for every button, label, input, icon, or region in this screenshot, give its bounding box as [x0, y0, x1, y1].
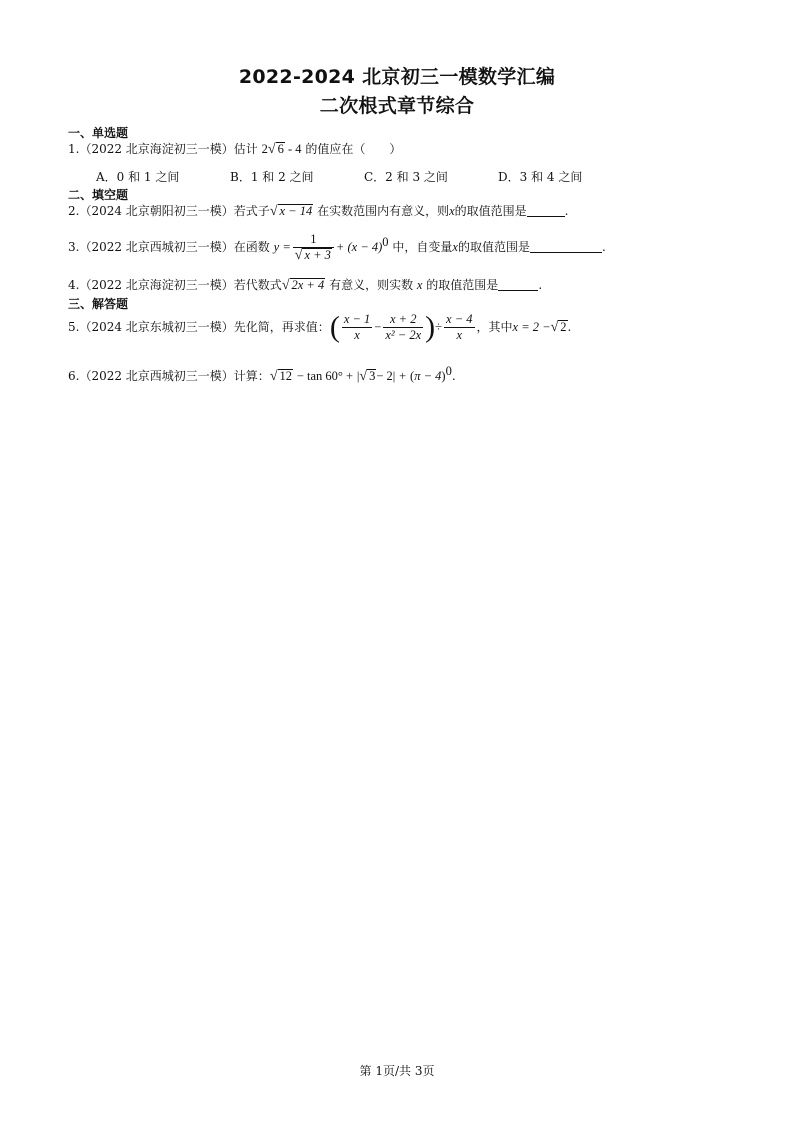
question-2-end: .: [564, 204, 569, 218]
question-1-suffix: 的值应在（ ）: [305, 142, 402, 156]
question-5-prefix: 5.（2024 北京东城初三一模）先化简，再求值：: [68, 320, 330, 334]
question-6-end: .: [451, 369, 456, 383]
question-3: [68, 232, 606, 263]
section-heading-fill-in: 二、填空题: [68, 188, 129, 202]
document-title: 2022-2024 北京初三一模数学汇编: [238, 66, 556, 88]
question-4-prefix: 4.（2022 北京海淀初三一模）若代数式: [68, 278, 282, 292]
question-2-var: x: [449, 204, 455, 218]
question-5-f1-num: x − 1: [343, 312, 371, 326]
question-3-numerator: 1: [293, 232, 334, 248]
question-6-prefix: 6.（2022 北京西城初三一模）计算：: [68, 369, 270, 383]
question-4-end: .: [538, 278, 543, 292]
question-5-end: .: [567, 320, 572, 334]
question-5-fraction-2: [383, 312, 423, 343]
question-2-radicand: x − 14: [279, 204, 313, 218]
question-3-prefix: 3.（2022 北京西城初三一模）在函数: [68, 240, 270, 254]
question-5-minus: −: [374, 320, 382, 334]
question-4-radicand: 2x + 4: [291, 278, 325, 292]
answer-blank: [530, 240, 602, 253]
question-5: [68, 312, 571, 343]
question-6-term-1: − tan 60° +: [296, 369, 354, 383]
answer-blank: [498, 278, 538, 291]
answer-blank: [527, 204, 565, 217]
question-6: [68, 362, 456, 386]
sqrt-sign-icon: √: [359, 369, 368, 384]
question-5-f3-den: x: [456, 328, 463, 342]
page-footer: 第 1页/共 3页: [359, 1064, 435, 1078]
question-5-divide: ÷: [435, 320, 443, 334]
question-4-var: x: [416, 278, 423, 292]
question-1: [68, 140, 401, 159]
question-4-suffix: 的取值范围是: [426, 278, 499, 292]
question-1-option-c: C．2 和 3 之间: [364, 170, 448, 184]
question-1-rest: - 4: [284, 142, 302, 156]
question-5-f2-den: x² − 2x: [385, 328, 422, 342]
section-heading-single-choice: 一、单选题: [68, 126, 129, 140]
question-5-fraction-3: [444, 312, 474, 343]
sqrt-sign-icon: √: [269, 204, 278, 219]
question-1-coef: 2: [261, 142, 268, 156]
question-1-option-a: A．0 和 1 之间: [96, 170, 180, 184]
question-3-middle: 中，自变量: [392, 240, 453, 254]
sqrt-sign-icon: √: [269, 369, 278, 384]
question-3-var: x: [452, 240, 458, 254]
question-3-suffix: 的取值范围是: [457, 240, 530, 254]
question-2-middle: 在实数范围内有意义，则: [317, 204, 450, 218]
question-2-suffix: 的取值范围是: [454, 204, 527, 218]
right-paren-icon: ): [441, 369, 446, 383]
left-paren-icon: (: [410, 369, 415, 383]
abs-bar-left-icon: |: [356, 369, 360, 383]
question-3-end: .: [601, 240, 606, 254]
question-5-f2-num: x + 2: [383, 312, 423, 328]
question-1-option-b: B．1 和 2 之间: [230, 170, 314, 184]
sqrt-sign-icon: √: [294, 248, 303, 263]
question-5-f1-den: x: [354, 328, 360, 342]
question-2: [68, 202, 568, 221]
question-3-den-radicand: x + 3: [304, 248, 331, 262]
question-4: [68, 276, 542, 295]
question-3-denominator: [293, 248, 334, 263]
question-5-cond-radicand: 2: [560, 320, 567, 334]
sqrt-sign-icon: √: [267, 142, 276, 157]
question-3-plus-term: + (x − 4): [335, 240, 383, 254]
question-6-term-2: +: [399, 369, 407, 383]
left-paren-icon: (: [329, 310, 340, 344]
question-6-radicand-1: 12: [279, 369, 292, 383]
question-5-middle: ，其中: [476, 320, 513, 334]
abs-bar-right-icon: |: [392, 369, 396, 383]
section-heading-solve: 三、解答题: [68, 297, 129, 311]
question-1-option-d: D．3 和 4 之间: [498, 170, 583, 184]
question-6-paren-inner: π − 4: [414, 369, 442, 383]
question-3-fraction: [293, 232, 334, 263]
question-6-abs-rest: − 2: [376, 369, 393, 383]
sqrt-sign-icon: √: [281, 278, 290, 293]
question-3-exponent: 0: [382, 235, 389, 249]
question-5-fraction-1: [342, 312, 372, 343]
question-3-lhs: y =: [273, 240, 291, 254]
right-paren-icon: ): [425, 310, 436, 344]
question-6-exponent: 0: [445, 364, 452, 378]
document-subtitle: 二次根式章节综合: [319, 95, 475, 117]
sqrt-sign-icon: √: [550, 320, 559, 335]
question-5-condition: x = 2 −: [512, 320, 551, 334]
question-4-middle: 有意义，则实数: [329, 278, 414, 292]
question-6-abs-radicand: 3: [369, 369, 376, 383]
question-2-prefix: 2.（2024 北京朝阳初三一模）若式子: [68, 204, 270, 218]
question-5-f3-num: x − 4: [446, 312, 473, 326]
question-1-radicand: 6: [277, 142, 284, 156]
question-1-prefix: 1.（2022 北京海淀初三一模）估计: [68, 142, 258, 156]
